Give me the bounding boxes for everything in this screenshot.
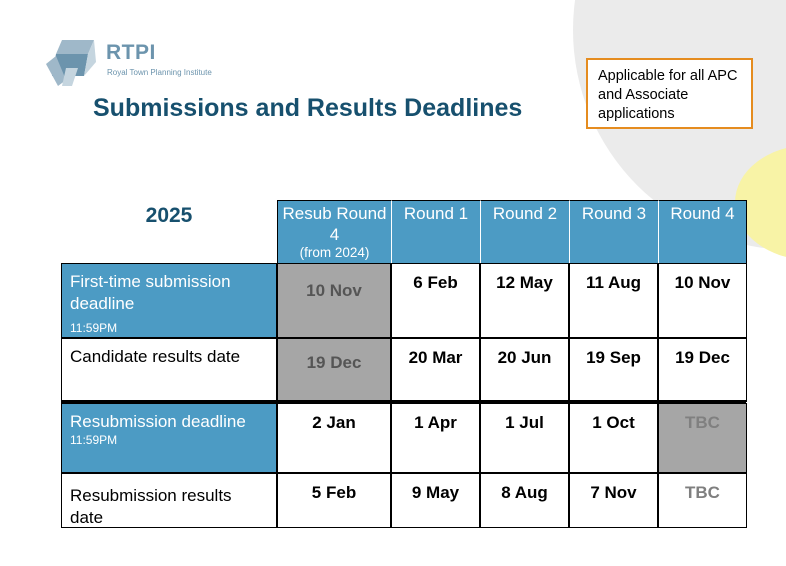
table-cell: 5 Feb [277,473,391,528]
applicability-note: Applicable for all APC and Associate applications [586,58,753,129]
table-cell: 19 Sep [569,338,658,402]
page-title: Submissions and Results Deadlines [93,94,523,122]
table-cell: 11 Aug [569,263,658,338]
column-header-label: Round 3 [581,204,647,223]
table-cell: 9 May [391,473,480,528]
column-header-round-3 [569,200,658,263]
table-cell: 10 Nov [658,263,747,338]
logo-title: RTPI [106,41,156,64]
row-label-time: 11:59PM [70,433,118,447]
table-cell: 8 Aug [480,473,569,528]
column-header-label: Round 1 [403,204,469,223]
table-cell: 10 Nov [277,263,391,338]
rtpi-cube-icon [44,38,102,90]
row-label-text: Resubmission results date [70,486,232,527]
table-cell: 19 Dec [277,338,391,402]
table-cell: 19 Dec [658,338,747,402]
column-header-round-1 [391,200,480,263]
table-cell: 6 Feb [391,263,480,338]
column-header-sub: (from 2024) [299,245,370,260]
table-cell: 1 Apr [391,403,480,473]
column-header-label: Resub Round 4 [282,204,387,244]
table-cell: 20 Jun [480,338,569,402]
table-cell: TBC [658,403,747,473]
table-cell: 2 Jan [277,403,391,473]
column-header-round-4 [658,200,747,263]
row-label-text: Candidate results date [70,347,241,366]
row-label-text: First-time submission deadline [70,272,231,313]
column-header-label: Round 4 [670,204,735,223]
table-cell: 20 Mar [391,338,480,402]
logo-subtitle: Royal Town Planning Institute [107,68,212,77]
table-cell: 7 Nov [569,473,658,528]
row-label-resubmission-results [61,473,277,528]
row-label-text: Resubmission deadline [70,412,246,431]
table-cell: 1 Jul [480,403,569,473]
column-header-resub-round-4 [277,200,391,263]
row-label-resubmission-deadline [61,403,277,473]
row-label-time: 11:59PM [70,321,118,335]
column-header-label: Round 2 [492,204,558,223]
table-cell: TBC [658,473,747,528]
row-label-first-time-submission [61,263,277,338]
table-cell: 1 Oct [569,403,658,473]
table-year: 2025 [145,204,193,227]
row-label-candidate-results [61,338,277,402]
table-cell: 12 May [480,263,569,338]
column-header-round-2 [480,200,569,263]
rtpi-logo [44,38,234,90]
